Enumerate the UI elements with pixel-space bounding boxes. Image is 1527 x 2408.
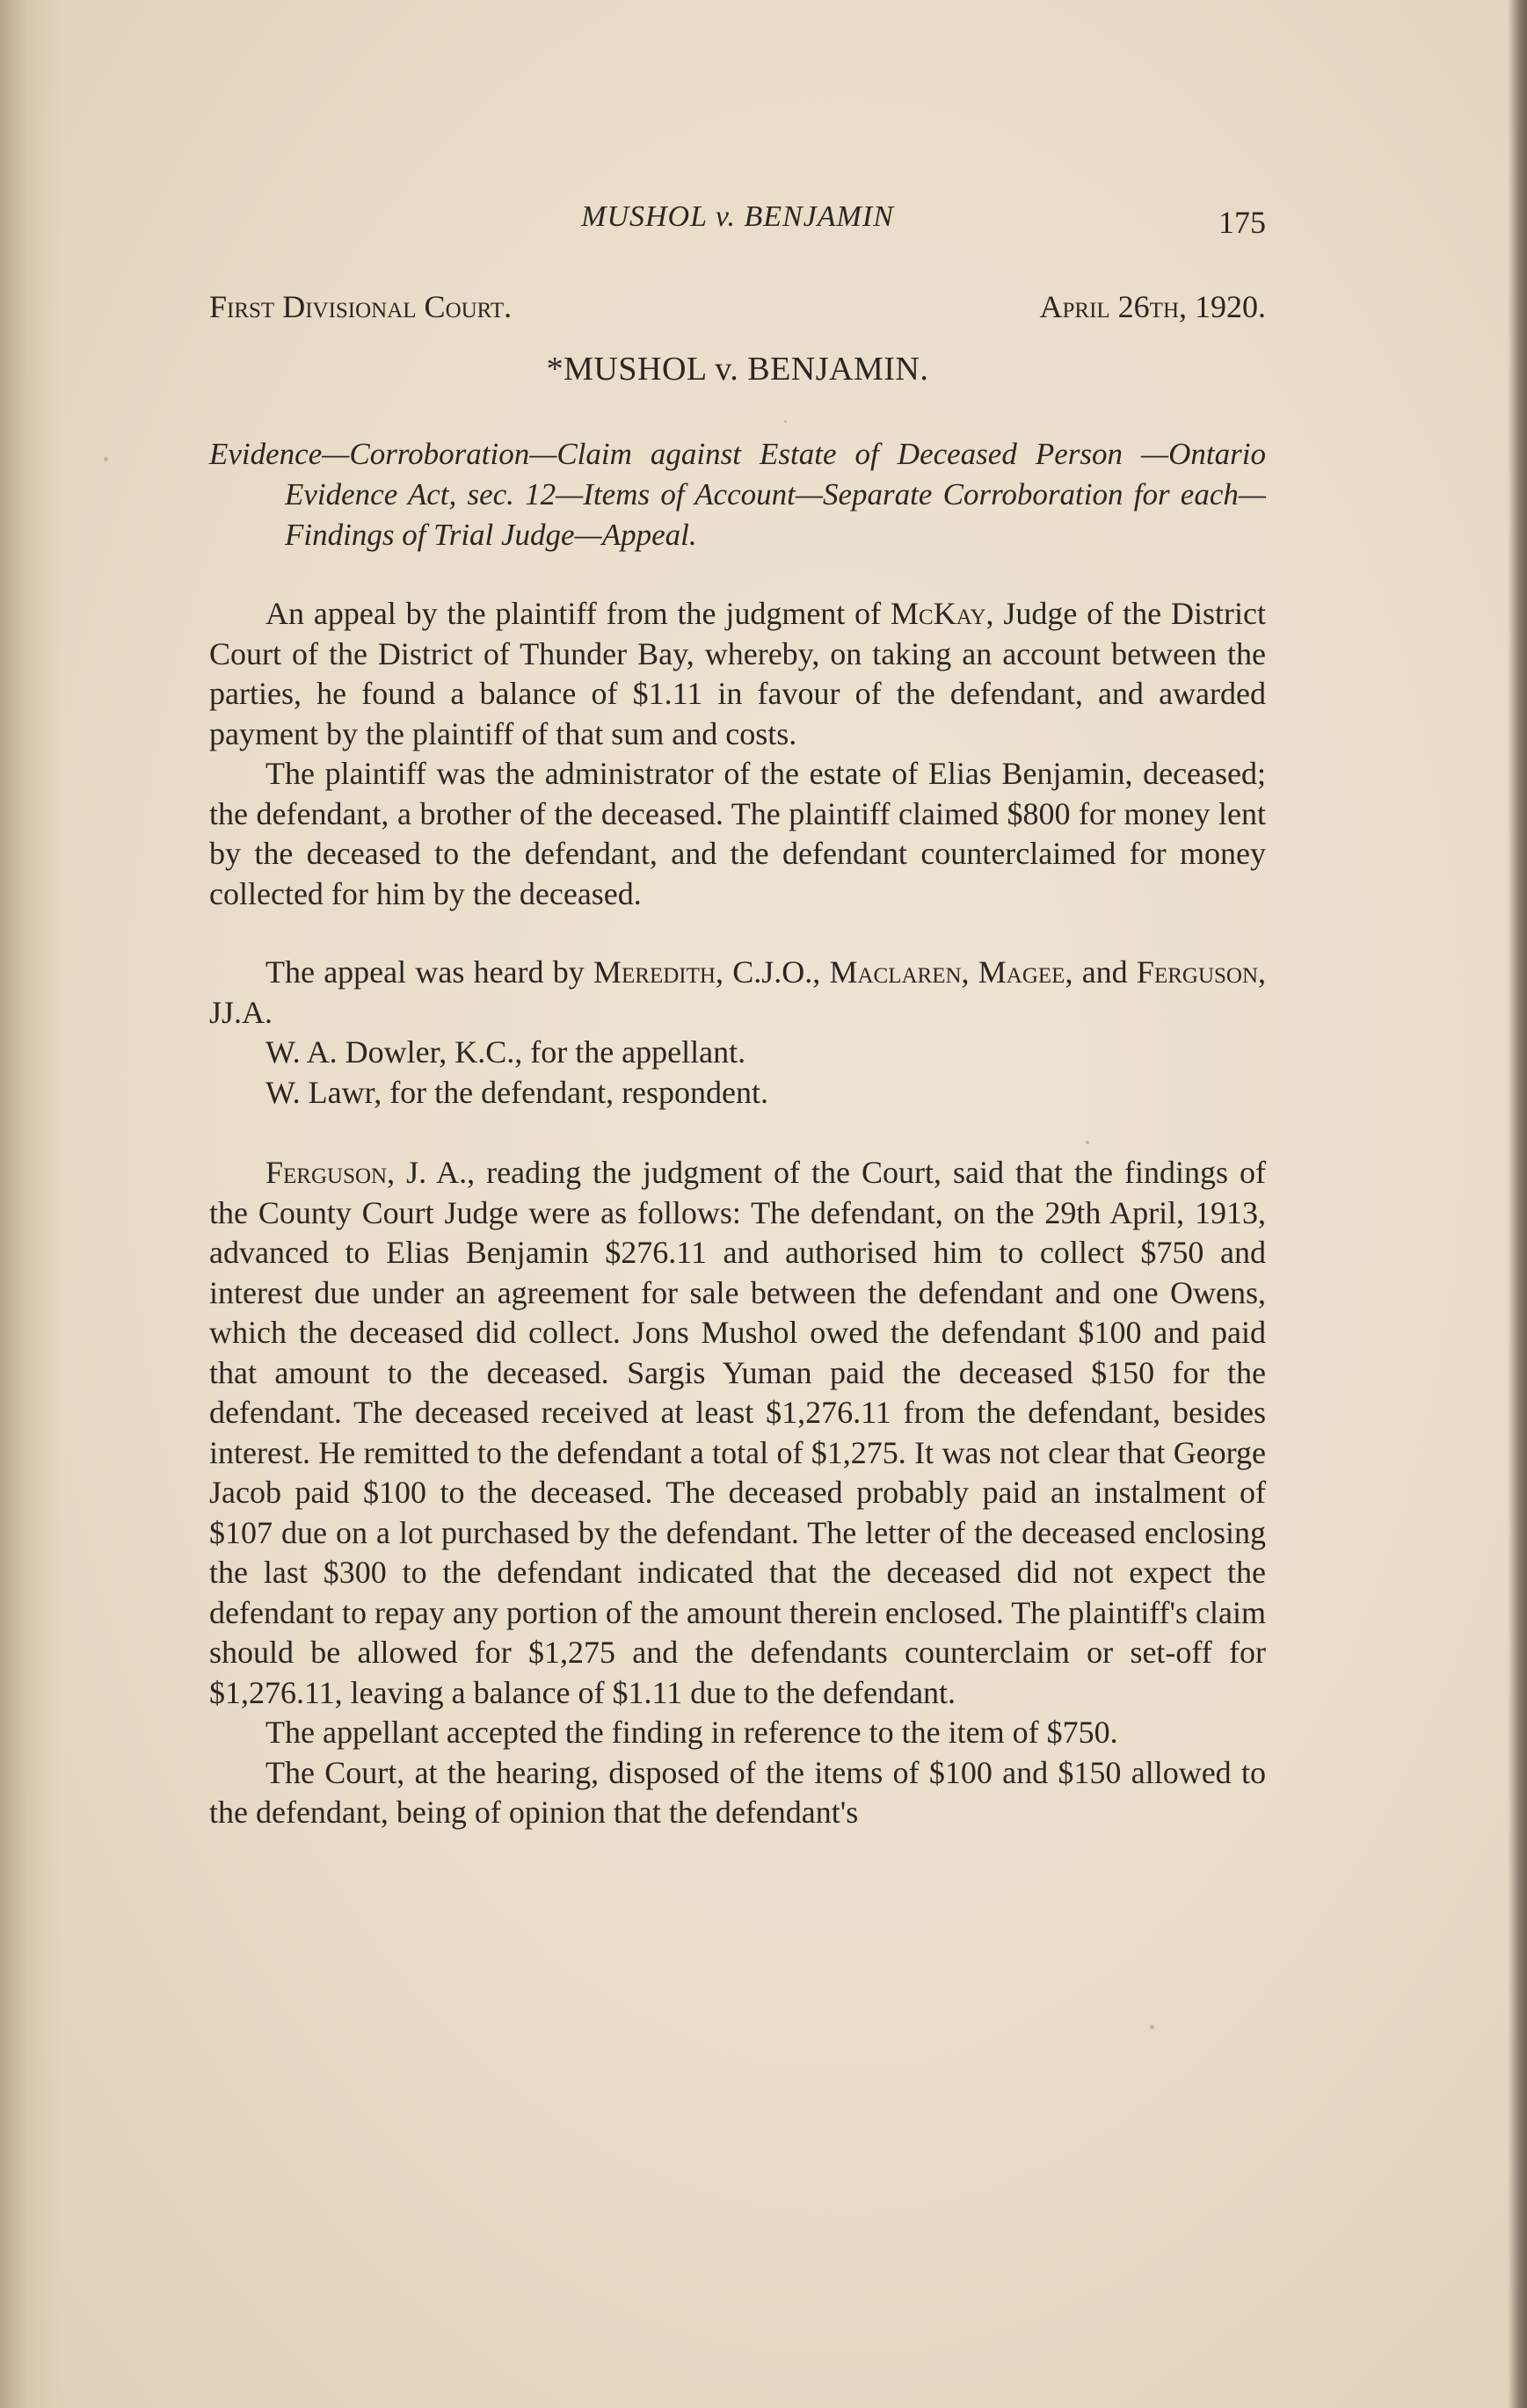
intro-text: , Judge of the District Court of the District of Thunder Bay, whereby, on taking an account between the parties, he found a balance of $1.11 in favour of the defendant, and awarded payment by the plaintiff of that sum and costs. [209,596,1266,751]
hearing-text: The appeal was heard by [265,954,594,990]
running-title: MUSHOL v. BENJAMIN [581,200,894,233]
spine-shadow [0,0,62,2408]
judgment-judge-name: Ferguson [265,1155,388,1190]
court-name: First Divisional Court. [209,289,513,324]
judge-name: Magee [978,954,1065,990]
case-title: *MUSHOL v. BENJAMIN. [546,351,929,388]
judge-name: Ferguson [1136,954,1259,990]
intro-paragraph-2: The plaintiff was the administrator of the estate of Elias Benjamin, deceased; the defendant, a brother of the deceased. The plaintiff claimed $800 for money lent by the deceased to the defendant, and the defendant counterclaimed for money collected for him by the deceased. [209,756,1266,911]
paper-speck [104,457,108,461]
counsel-respondent: W. Lawr, for the defendant, respondent. [265,1074,769,1110]
judgment-paragraph-2: The appellant accepted the finding in reference to the item of $750. [265,1715,1118,1750]
headnote: Evidence—Corroboration—Claim against Estate of Deceased Person —Ontario Evidence Act, sec. 12—Items of Account—Separate Corroboration for each—Findings of Trial Judge—Appeal. [209,437,1266,552]
counsel-appellant: W. A. Dowler, K.C., for the appellant. [265,1034,746,1070]
court-line [209,288,1266,343]
judge-name: Meredith [593,954,716,990]
intro-text: An appeal by the plaintiff from the judgment of [265,596,891,631]
judgment-text: , J. A., reading the judgment of the Court, said that the findings of the County Court Judge were as follows: The defendant, on the 29th April, 1913, advanced to Elias Benjamin $276.11 and authorised him to collect $750 and interest due under an agreement for sale between the defendant and one Owens, which the deceased did collect. Jons Mushol owed the defendant $100 and paid that amount to the deceased. Sargis Yuman paid the deceased $150 for the defendant. The deceased received at least $1,276.11 from the defendant, besides interest. He remitted to the defendant a total of $1,275. It was not clear that George Jacob paid $100 to the deceased. The deceased probably paid an instalment of $107 due on a lot purchased by the defendant. The letter of the deceased enclosing the last $300 to the defendant indicated that the deceased did not expect the defendant to repay any portion of the amount therein enclosed. The plaintiff's claim should be allowed for $1,275 and the defendants counterclaim or set-off for $1,276.11, leaving a balance of $1.11 due to the defendant. [209,1155,1266,1710]
hearing-text: , [961,954,978,990]
page-number: 175 [1218,205,1266,240]
judgment-paragraph-1 [209,1153,1266,1713]
judgment-paragraph-3: The Court, at the hearing, disposed of the items of $100 and $150 allowed to the defendant, being of opinion that the defendant's [209,1754,1266,1830]
intro-paragraph-1 [209,594,1266,754]
paper-speck [1150,2025,1154,2029]
hearing-text: , JJ.A. [209,954,1267,1030]
running-head [209,193,1266,246]
court-date: April 26th, 1920. [1039,289,1266,324]
page-edge [1508,0,1527,2408]
hearing-text: , C.J.O., [715,954,830,990]
judge-name: Maclaren [829,954,962,990]
hearing-paragraph [209,953,1266,1033]
hearing-text: , and [1065,954,1137,990]
page-content [209,193,1266,1833]
trial-judge-name: McKay [891,596,986,631]
